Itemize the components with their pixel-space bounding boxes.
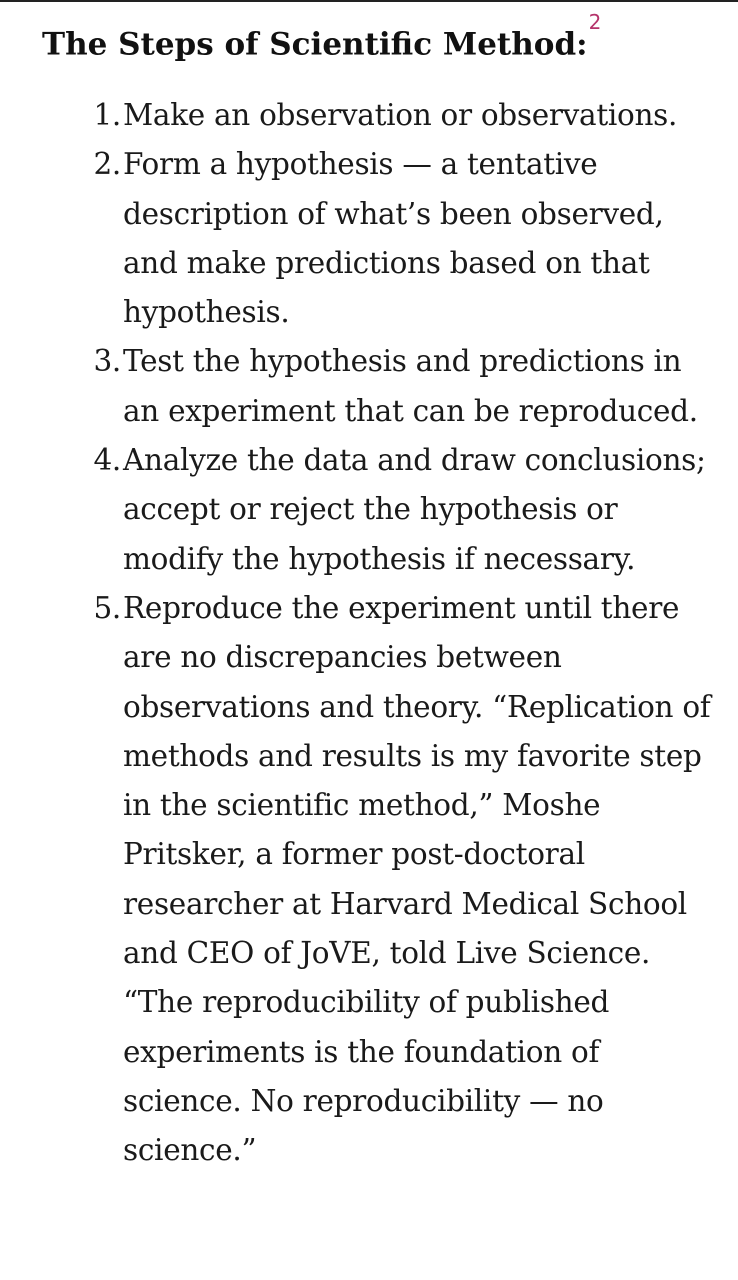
top-divider	[0, 0, 738, 2]
step-item	[93, 584, 723, 1176]
step-text: Analyze the data and draw conclusions; accept or reject the hypothesis or modify the hypothesis if necessary.	[123, 443, 706, 576]
footnote-link[interactable]: 2	[588, 10, 602, 34]
step-text: Make an observation or observations.	[123, 98, 678, 132]
step-number: 4.	[93, 443, 121, 478]
step-text: Test the hypothesis and predictions in an experiment that can be reproduced.	[123, 344, 698, 428]
step-text: Reproduce the experiment until there are no discrepancies between observations and theory. “Replication of methods and results is my favorite step in the scientific method,” Moshe Pritsker, a former post-doctoral researcher at Harvard Medical School and CEO of JoVE, told Live Science. “The reproducibility of published experiments is the foundation of science. No reproducibility — no science.”	[123, 590, 711, 1168]
step-number: 2.	[93, 147, 121, 182]
step-item	[93, 140, 723, 337]
heading-text: The Steps of Scientific Method:	[42, 26, 588, 63]
step-text: Form a hypothesis — a tentative description of what’s been observed, and make predictions based on that hypothesis.	[123, 147, 664, 330]
step-item	[93, 337, 723, 436]
step-number: 5.	[93, 590, 121, 625]
step-number: 3.	[93, 344, 121, 379]
step-item	[93, 436, 723, 584]
section-heading	[42, 10, 602, 66]
steps-list	[93, 91, 723, 1176]
step-number: 1.	[93, 98, 121, 132]
step-item	[93, 91, 723, 140]
